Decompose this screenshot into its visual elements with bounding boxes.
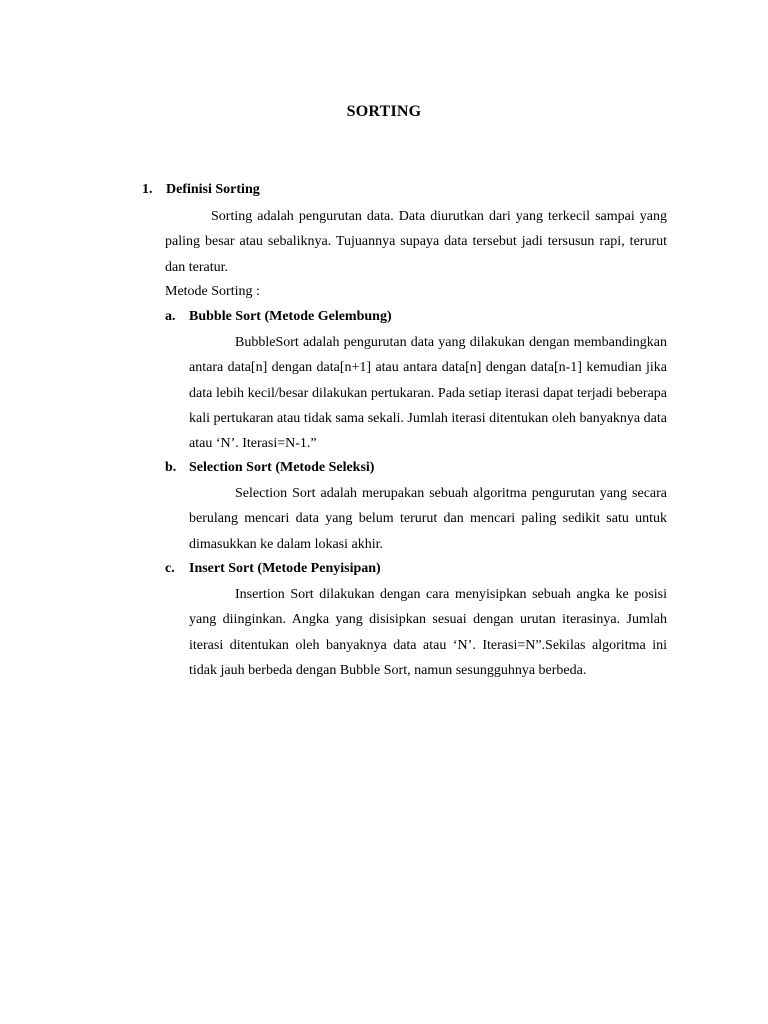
method-letter: a.: [165, 309, 176, 324]
section-heading-text: Definisi Sorting: [166, 182, 260, 197]
bubble-sort-paragraph: BubbleSort adalah pengurutan data yang dilakukan dengan membandingkan antara data[n] dengan data[n+1] atau antara data[n] dengan data[n-1] kemudian jika data lebih kecil/besar dilakukan pertukaran. Pada setiap iterasi dapat terjadi beberapa kali pertukaran atau tidak sama sekali. Jumlah iterasi ditentukan oleh banyaknya data atau ‘N’. Iterasi=N-1.”: [189, 335, 667, 452]
intro-paragraph: Sorting adalah pengurutan data. Data diurutkan dari yang terkecil sampai yang paling besar atau sebaliknya. Tujuannya supaya data tersebut jadi tersusun rapi, terurut dan teratur.: [165, 209, 667, 275]
section-heading: [142, 182, 260, 198]
insert-sort-paragraph: Insertion Sort dilakukan dengan cara menyisipkan sebuah angka ke posisi yang diinginkan. Angka yang disisipkan sesuai dengan urutan iterasinya. Jumlah iterasi ditentukan oleh banyaknya data atau ‘N’. Iterasi=N”.Sekilas algoritma ini tidak jauh berbeda dengan Bubble Sort, namun sesungguhnya berbeda.: [189, 587, 667, 678]
methods-label: Metode Sorting :: [165, 284, 260, 299]
page-title: SORTING: [346, 103, 422, 120]
section-number: 1.: [142, 182, 153, 197]
selection-sort-paragraph: Selection Sort adalah merupakan sebuah algoritma pengurutan yang secara berulang mencari data yang belum terurut dan mencari paling sedikit satu untuk dimasukkan ke dalam lokasi akhir.: [189, 486, 667, 552]
method-heading-bubble-sort: [165, 309, 392, 325]
method-letter: b.: [165, 460, 177, 475]
method-heading-text: Bubble Sort (Metode Gelembung): [189, 309, 392, 324]
method-heading-text: Selection Sort (Metode Seleksi): [189, 460, 375, 475]
method-heading-insert-sort: [165, 561, 381, 577]
method-heading-selection-sort: [165, 460, 374, 476]
method-heading-text: Insert Sort (Metode Penyisipan): [189, 561, 381, 576]
method-letter: c.: [165, 561, 175, 576]
